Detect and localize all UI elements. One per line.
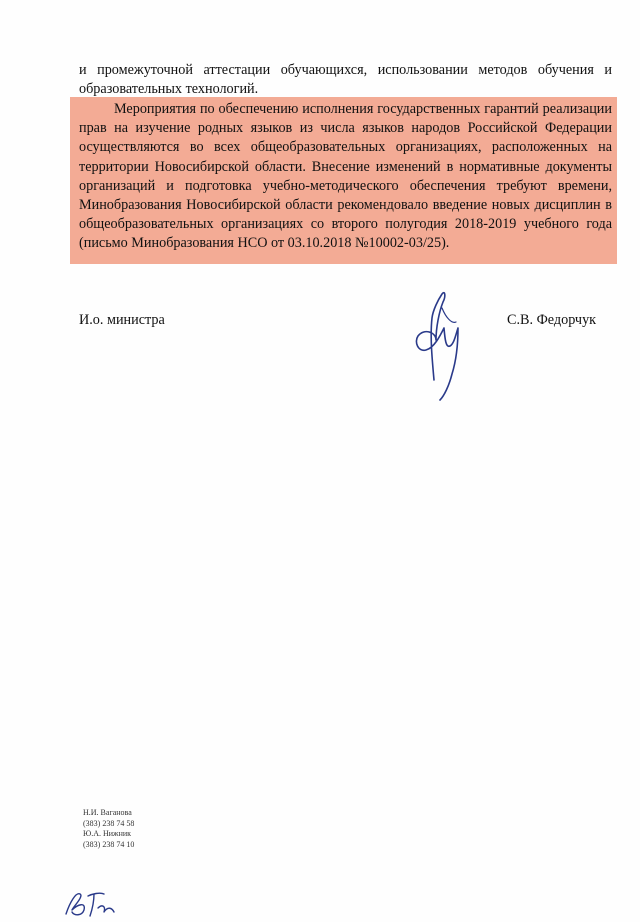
contact-phone: (383) 238 74 10: [83, 839, 135, 849]
handwritten-initials: [60, 884, 120, 920]
highlighted-paragraph: Мероприятия по обеспечению исполнения государственных гарантий реализации прав на изучение родных языков из числа языков народов Российской Федерации осуществляются во всех общеобразовательных организациях, расположенных на территории Новосибирской области. Внесение изменений в нормативные документы организаций и подготовка учебно-методического обеспечения требуют времени, Минобразования Новосибирской области рекомендовало введение новых дисциплин в общеобразовательных организациях со второго полугодия 2018-2019 учебного года (письмо Минобразования НСО от 03.10.2018 №10002-03/25).: [79, 101, 612, 252]
contact-name: Н.И. Ваганова: [83, 808, 132, 817]
contacts-block: [83, 808, 134, 850]
paragraph-continuation: и промежуточной аттестации обучающихся, использовании методов обучения и образовательных технологий.: [79, 62, 612, 98]
handwritten-signature: [412, 288, 472, 406]
contact-name: Ю.А. Нижник: [83, 829, 132, 838]
contact-phone: (383) 238 74 58: [83, 818, 135, 828]
signer-name: С.В. Федорчук: [507, 312, 597, 328]
position-title: И.о. министра: [79, 312, 165, 328]
